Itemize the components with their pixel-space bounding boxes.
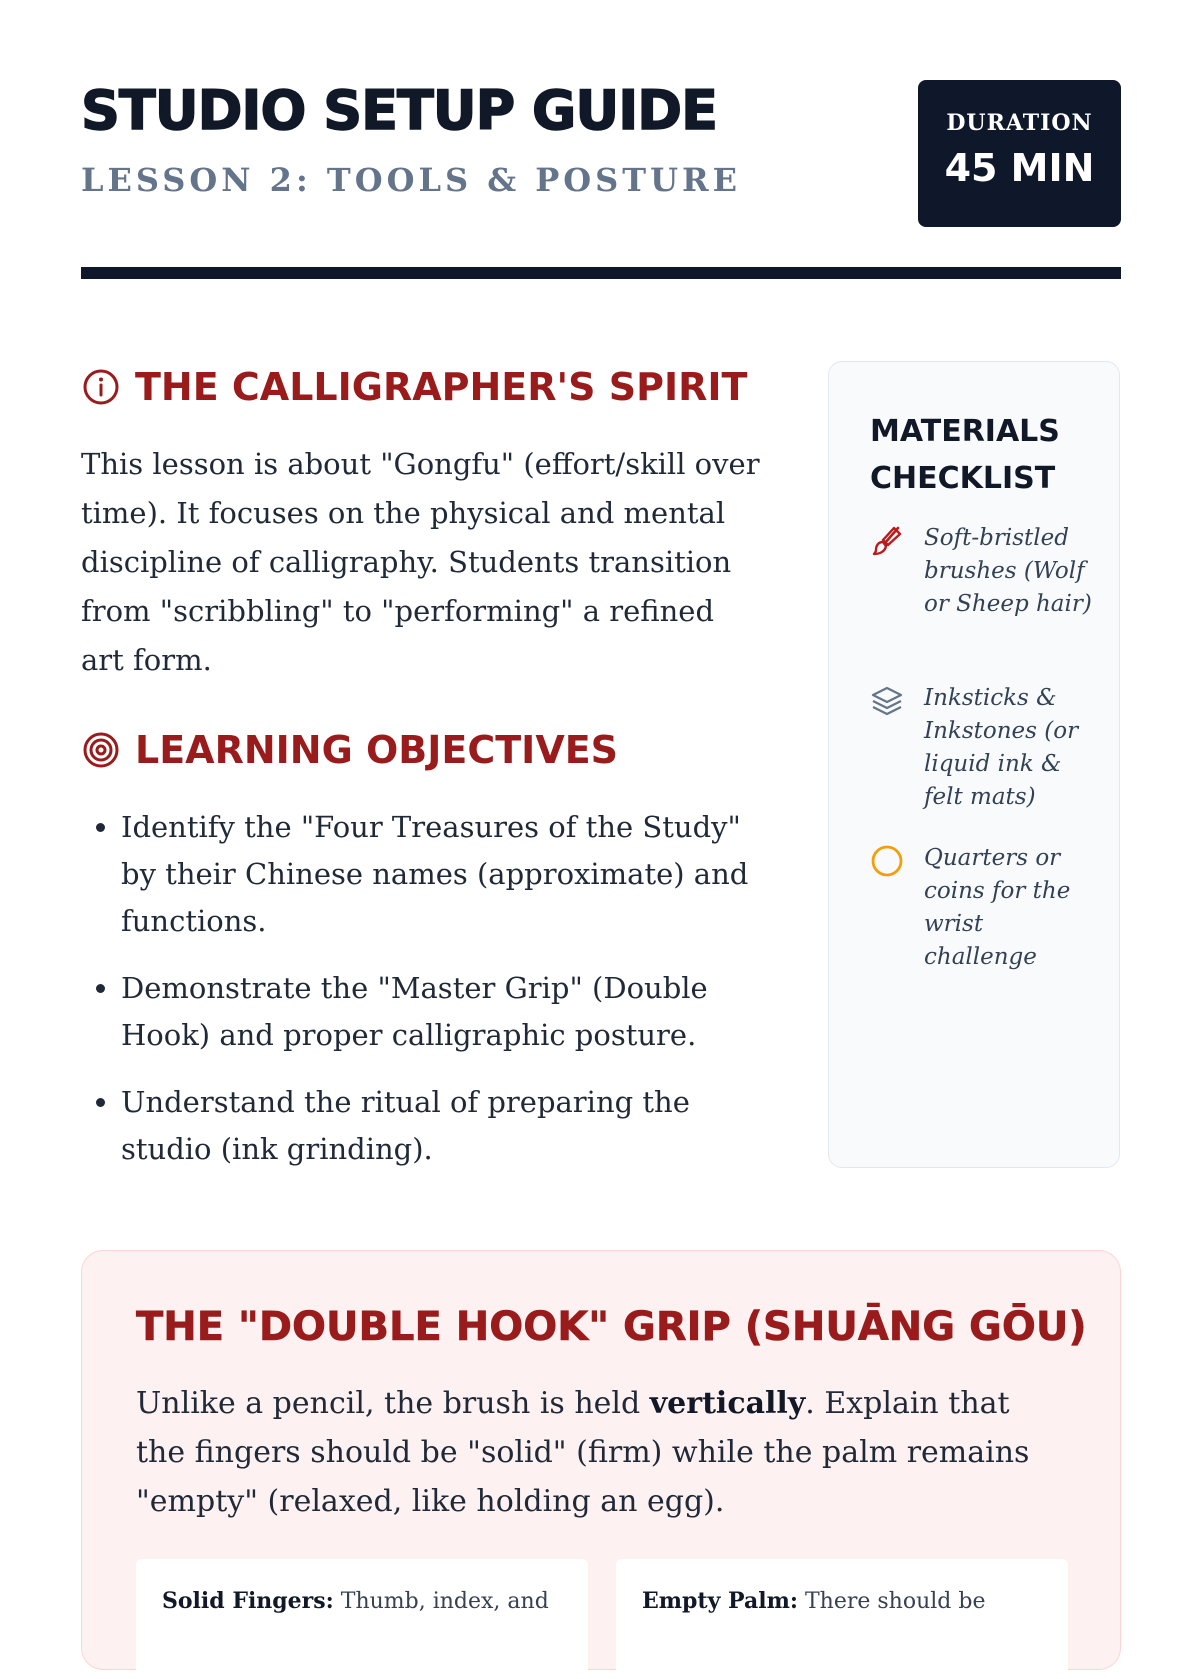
materials-checklist <box>828 361 1120 1168</box>
grip-section <box>81 1250 1121 1670</box>
spirit-heading-text: THE CALLIGRAPHER'S SPIRIT <box>135 365 748 409</box>
card-text: Thumb, index, and <box>333 1589 549 1614</box>
checklist-item-ink <box>870 682 1100 814</box>
grip-text-emphasis: vertically <box>649 1386 806 1421</box>
layers-icon <box>870 684 904 718</box>
spirit-heading <box>81 367 747 407</box>
grip-paragraph <box>136 1379 1066 1526</box>
objectives-list <box>81 804 761 1193</box>
objectives-heading-text: LEARNING OBJECTIVES <box>135 728 619 772</box>
objective-item: • Demonstrate the "Master Grip" (Double Hook) and proper calligraphic posture. <box>121 965 761 1059</box>
spirit-paragraph: This lesson is about "Gongfu" (effort/skill over time). It focuses on the physical and mental discipline of calligraphy. Students transition from "scribbling" to "performing" a refined art form. <box>81 447 760 677</box>
grip-text-before: Unlike a pencil, the brush is held <box>136 1386 650 1421</box>
duration-value: 45 MIN <box>944 146 1095 190</box>
checklist-item-label: Inksticks & Inkstones (or liquid ink & felt mats) <box>924 685 1079 810</box>
page-title: STUDIO SETUP GUIDE <box>81 79 718 142</box>
solid-fingers-card <box>136 1559 588 1679</box>
target-icon <box>81 730 121 770</box>
grip-title: THE "DOUBLE HOOK" GRIP (SHUĀNG GŌU) <box>136 1304 1087 1350</box>
checklist-title: MATERIALS CHECKLIST <box>870 414 1060 496</box>
page-header <box>81 80 1121 280</box>
checklist-item-label: Soft-bristled brushes (Wolf or Sheep hair) <box>924 525 1092 617</box>
info-circle-icon <box>81 367 121 407</box>
header-divider <box>81 267 1121 279</box>
circle-icon <box>870 844 904 878</box>
brush-icon <box>870 524 904 558</box>
grip-text-after: . Explain that the fingers should be "solid" (firm) while the palm remains "empty" (relaxed, like holding an egg). <box>136 1386 1030 1519</box>
checklist-item-label: Quarters or coins for the wrist challenge <box>924 845 1071 970</box>
duration-label: DURATION <box>946 110 1093 136</box>
checklist-item-brushes <box>870 522 1100 621</box>
card-label: Solid Fingers: <box>162 1588 334 1614</box>
objectives-heading <box>81 730 618 770</box>
checklist-item-coins <box>870 842 1100 974</box>
duration-badge <box>918 80 1121 227</box>
card-text: There should be <box>798 1589 986 1614</box>
empty-palm-card <box>616 1559 1068 1679</box>
card-label: Empty Palm: <box>642 1588 798 1614</box>
objective-item: • Understand the ritual of preparing the studio (ink grinding). <box>121 1079 761 1173</box>
lesson-subtitle: LESSON 2: TOOLS & POSTURE <box>81 161 741 199</box>
objective-item: • Identify the "Four Treasures of the Study" by their Chinese names (approximate) and functions. <box>121 804 761 945</box>
